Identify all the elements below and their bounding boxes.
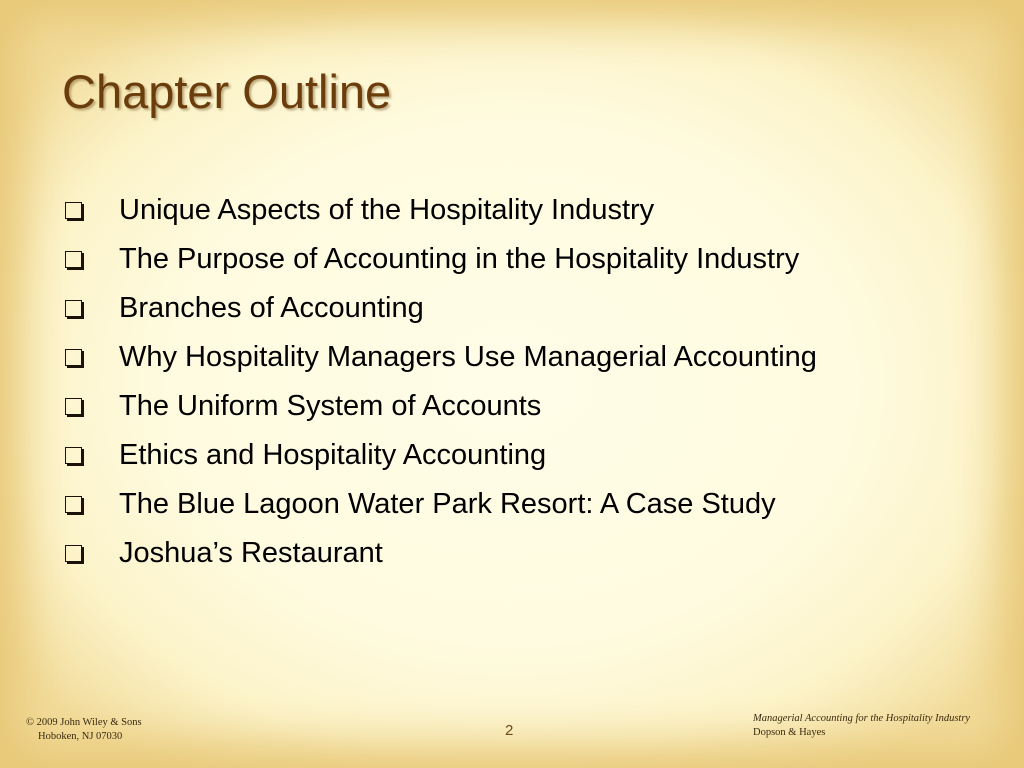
checkbox-square-icon (65, 496, 82, 513)
checkbox-square-icon (65, 545, 82, 562)
outline-item-text: The Purpose of Accounting in the Hospitality Industry (119, 243, 800, 275)
outline-item (62, 382, 817, 431)
book-title: Managerial Accounting for the Hospitality Industry (753, 713, 971, 724)
outline-item-text: The Uniform System of Accounts (119, 390, 542, 422)
checkbox-square-icon (65, 398, 82, 415)
book-authors: Dopson & Hayes (753, 727, 826, 738)
outline-item-text: Why Hospitality Managers Use Managerial Accounting (119, 341, 817, 373)
chapter-outline-list (62, 186, 817, 578)
outline-item-text: Unique Aspects of the Hospitality Industry (119, 194, 655, 226)
outline-item (62, 529, 817, 578)
outline-item (62, 480, 817, 529)
copyright-line: © 2009 John Wiley & Sons (26, 717, 142, 728)
outline-item (62, 333, 817, 382)
checkbox-square-icon (65, 447, 82, 464)
checkbox-square-icon (65, 300, 82, 317)
outline-item (62, 431, 817, 480)
checkbox-square-icon (65, 349, 82, 366)
outline-item-text: Joshua’s Restaurant (119, 537, 383, 569)
outline-item (62, 284, 817, 333)
checkbox-square-icon (65, 202, 82, 219)
outline-item-text: Ethics and Hospitality Accounting (119, 439, 547, 471)
outline-item (62, 235, 817, 284)
outline-item (62, 186, 817, 235)
outline-item-text: Branches of Accounting (119, 292, 424, 324)
page-number: 2 (505, 722, 514, 739)
checkbox-square-icon (65, 251, 82, 268)
slide-title: Chapter Outline (62, 65, 392, 118)
copyright-footer (26, 716, 142, 744)
book-footer (753, 712, 970, 740)
publisher-address: Hoboken, NJ 07030 (38, 731, 123, 742)
outline-item-text: The Blue Lagoon Water Park Resort: A Case Study (119, 488, 776, 520)
